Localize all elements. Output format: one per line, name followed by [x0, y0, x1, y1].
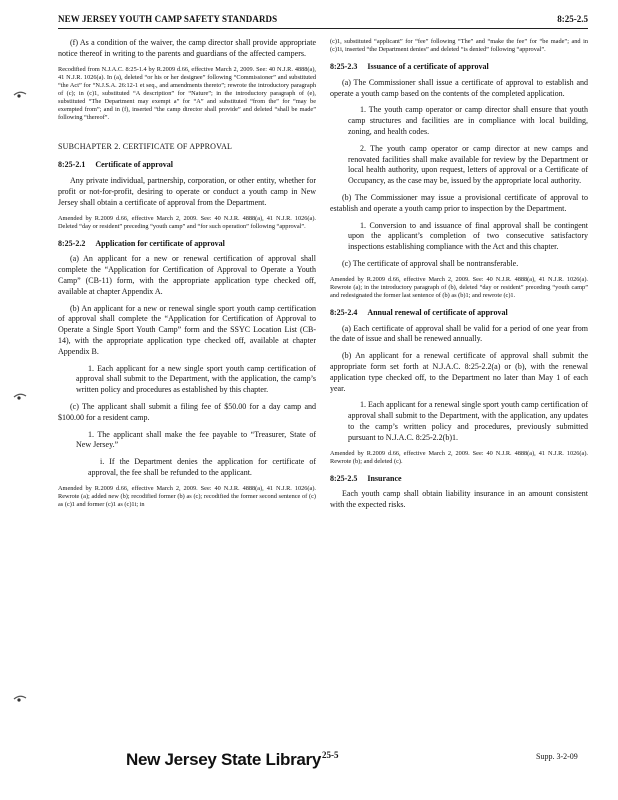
- running-header: [58, 12, 588, 29]
- punch-hole-mark-icon: [12, 86, 28, 100]
- page-number: 25-5: [322, 750, 339, 760]
- history-note-continued: (c)1, substituted “applicant” for “fee” following “The” and “make the fee” for “be made”; and in (c)1i, inserted “the Department denies” and deleted “is denied” following “approval”.: [330, 38, 588, 53]
- paragraph-f: (f) As a condition of the waiver, the camp director shall provide appropriate notice thereof in writing to the parents and guardians of the affected campers.: [58, 38, 316, 58]
- paragraph-b-1: 1. Conversion to and issuance of final approval shall be contingent upon the applicant’s completion of two consecutive satisfactory inspections establishing compliance with the Act and this chapter.: [348, 220, 588, 252]
- section-number: 8:25-2.3: [330, 62, 358, 71]
- section-title: Issuance of a certificate of approval: [367, 62, 489, 71]
- section-heading-2-1: [58, 160, 316, 171]
- library-watermark: New Jersey State Library: [126, 750, 322, 769]
- paragraph-b-1: 1. Each applicant for a new single sport youth camp certification of approval shall submit to the Department, with the application, the camp’s written policy and procedures as established by this chapter.: [76, 363, 316, 395]
- section-title: Application for certificate of approval: [95, 238, 225, 248]
- section-heading-2-2: [58, 239, 316, 250]
- paragraph-a: (a) Each certificate of approval shall be valid for a period of one year from the date of issue and shall be renewed annually.: [330, 323, 588, 344]
- history-note: Amended by R.2009 d.66, effective March 2, 2009. See: 40 N.J.R. 4888(a), 41 N.J.R. 1026(a). Deleted “day or resident” preceding “youth camp” and “for such operation” following “approval”.: [58, 214, 316, 230]
- section-title: Certificate of approval: [95, 160, 173, 170]
- section-number: 8:25-2.4: [330, 307, 358, 317]
- history-note: Amended by R.2009 d.66, effective March 2, 2009. See: 40 N.J.R. 4888(a), 41 N.J.R. 1026(a). Rewrote (b); and deleted (c).: [330, 449, 588, 465]
- section-text: Each youth camp shall obtain liability insurance in an amount consistent with the expected risks.: [330, 489, 588, 510]
- supplement-date: Supp. 3-2-09: [536, 752, 578, 761]
- header-section: 8:25-2.5: [557, 14, 588, 24]
- paragraph-a-2: 2. The youth camp operator or camp director at new camps and renovated facilities shall make available for review by the Department or local health authority, upon request, letters of approval or a Certificate of Occupancy, as the case may be, issued by the appropriate local authority.: [348, 143, 588, 186]
- section-number: 8:25-2.5: [330, 473, 358, 483]
- section-title: Annual renewal of certificate of approval: [367, 307, 508, 317]
- section-heading-2-5: [330, 474, 588, 485]
- punch-hole-mark-icon: [12, 690, 28, 704]
- header-title: NEW JERSEY YOUTH CAMP SAFETY STANDARDS: [58, 14, 278, 24]
- paragraph-c: (c) The applicant shall submit a filing fee of $50.00 for a day camp and $100.00 for a resident camp.: [58, 401, 316, 422]
- paragraph-a-1: 1. The youth camp operator or camp director shall ensure that youth camp structures and facilities are in compliance with local building, zoning, and health codes.: [348, 105, 588, 136]
- history-note: Amended by R.2009 d.66, effective March 2, 2009. See: 40 N.J.R. 4888(a), 41 N.J.R. 1026(a). Rewrote (a); in the introductory paragraph of (b), deleted “day or resident” preceding “youth camp” and redesignated the former last sentence of (b) as (b)1; and rewrote (c)1.: [330, 275, 588, 299]
- subchapter-heading: SUBCHAPTER 2. CERTIFICATE OF APPROVAL: [58, 141, 233, 151]
- paragraph-c: (c) The certificate of approval shall be nontransferable.: [342, 258, 519, 268]
- section-number: 8:25-2.2: [58, 238, 86, 248]
- paragraph-b: (b) The Commissioner may issue a provisional certificate of approval to establish and operate a youth camp prior to inspection by the Department.: [330, 192, 588, 213]
- paragraph-b-1: 1. Each applicant for a renewal single sport youth camp certification of approval shall submit to the Department, with the application, any updates to the camp’s written policy and procedures, previously submitted pursuant to N.J.A.C. 8:25-2.2(b)1.: [348, 400, 588, 442]
- paragraph-a: (a) An applicant for a new or renewal certification of approval shall complete the “Application for Certification of Approval to Operate a Youth Camp” (CB-11) form, with the appropriate application type checked off, available at chapter Appendix A.: [58, 254, 316, 296]
- paragraph-c-1: 1. The applicant shall make the fee payable to “Treasurer, State of New Jersey.”: [76, 429, 316, 450]
- section-text: Any private individual, partnership, corporation, or other entity, whether for profit or not-for-profit, desiring to operate or conduct a youth camp in New Jersey shall obtain a certificate of approval from the Department.: [58, 176, 316, 207]
- paragraph-c-1-i: i. If the Department denies the application for certificate of approval, the fee shall be refunded to the applicant.: [88, 457, 316, 477]
- right-column: [330, 38, 588, 517]
- section-title: Insurance: [367, 473, 402, 483]
- section-heading-2-3: [330, 62, 588, 73]
- section-heading-2-4: [330, 308, 588, 319]
- history-note: Amended by R.2009 d.66, effective March 2, 2009. See: 40 N.J.R. 4888(a), 41 N.J.R. 1026(a). Rewrote (a); added new (b); recodified former (b) as (c); recodified the former second sentence of (c) as (c)1 and former (c)1 as (c)1i; in: [58, 484, 316, 508]
- punch-hole-mark-icon: [12, 388, 28, 402]
- paragraph-a: (a) The Commissioner shall issue a certificate of approval to establish and operate a youth camp based on the contents of the completed application.: [330, 77, 588, 98]
- history-note: Recodified from N.J.A.C. 8:25-1.4 by R.2009 d.66, effective March 2, 2009. See: 40 N.J.R. 4888(a), 41 N.J.R. 1026(a). In (a), deleted “or his or her designee” following “Commissioner” and substituted “the Act” for “N.J.S.A. 26:12-1 et seq., and amendments thereto”; rewrote the introductory paragraph of (c); in (c)1, substituted “A description” for “Nature”; in the introductory paragraph of (e), substituted “The Department may exempt a” for “A” and substituted “from the” for “may be exempted from”; and in (f), inserted “the camp director shall provide” and deleted “shall be made” following “thereof”.: [58, 65, 316, 121]
- section-number: 8:25-2.1: [58, 160, 86, 170]
- paragraph-b: (b) An applicant for a new or renewal single sport youth camp certification of approval shall complete the “Application for Certification of Approval to Operate a Single Sport Youth Camp” form and the SSYC Location List (CB-14), with the appropriate application type checked off, available at chapter Appendix B.: [58, 303, 316, 356]
- paragraph-b: (b) An applicant for a renewal certificate of approval shall submit the appropriate form set forth at N.J.A.C. 8:25-2.2(a) or (b), with the renewal application type checked off, to the Department no later than May 1 of each year.: [330, 351, 588, 393]
- left-column: [58, 38, 316, 517]
